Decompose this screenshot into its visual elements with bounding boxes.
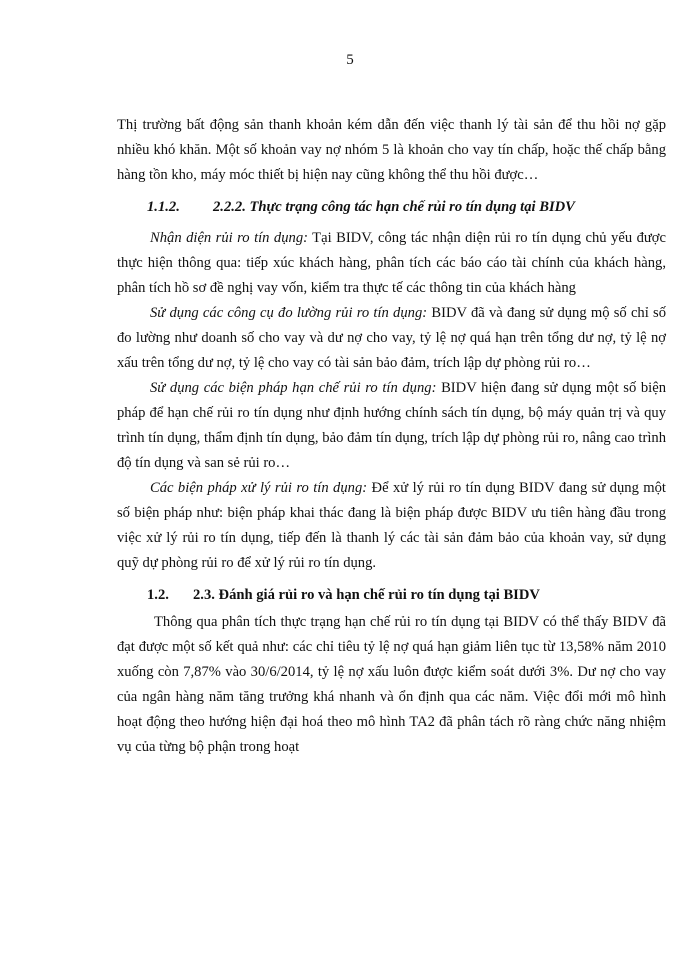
paragraph-risk-handling [117,476,666,576]
paragraph-lead: Nhận diện rủi ro tín dụng: [150,230,308,246]
document-body [117,113,666,760]
paragraph-risk-measurement [117,301,666,376]
section-heading-2-2-2 [117,194,666,220]
paragraph-intro: Thị trường bất động sản thanh khoản kém dẫn đến việc thanh lý tài sản để thu hồi nợ gặp nhiều khó khăn. Một số khoản vay nợ nhóm 5 là khoản cho vay tín chấp, hoặc thế chấp bằng hàng tồn kho, máy móc thiết bị hiện nay cũng không thể thu hồi được… [117,117,666,183]
paragraph-risk-identification [117,226,666,301]
paragraph-text: Để xử lý rủi ro tín dụng BIDV đang sử dụng một số biện pháp như: biện pháp khai thác đang là biện pháp được BIDV ưu tiên hàng đầu trong việc xử lý rủi ro tín dụng, tiếp đến là thanh lý các tài sản đảm bảo của khoản vay, sử dụng quỹ dự phòng rủi ro để xử lý rủi ro tín dụng. [117,480,666,571]
paragraph-lead: Sử dụng các biện pháp hạn chế rủi ro tín dụng: [150,380,437,396]
section-number: 1.1.2. [147,199,180,215]
paragraph-risk-limitation [117,376,666,476]
paragraph-text: BIDV đã và đang sử dụng mộ số chỉ số đo lường như doanh số cho vay và dư nợ cho vay, tỷ lệ nợ quá hạn trên tổng dư nợ, tỷ lệ nợ xấu trên tổng dư nợ, tỷ lệ cho vay có tài sản bảo đảm, trích lập dự phòng rủi ro… [117,305,666,371]
paragraph-text: Tại BIDV, công tác nhận diện rủi ro tín dụng chủ yếu được thực hiện thông qua: tiếp xúc khách hàng, phân tích các báo cáo tài chính của khách hàng, phân tích hồ sơ đề nghị vay vốn, kiểm tra thực tế các thông tin của khách hàng [117,230,666,296]
section-number: 1.2. [147,587,169,603]
page-number: 5 [346,52,354,68]
paragraph-text: BIDV hiện đang sử dụng một số biện pháp để hạn chế rủi ro tín dụng như định hướng chính sách tín dụng, bộ máy quản trị và quy trình tín dụng, thẩm định tín dụng, bảo đảm tín dụng, trích lập dự phòng rủi ro, nâng cao trình độ tín dụng và san sẻ rủi ro… [117,380,667,471]
paragraph-lead: Sử dụng các công cụ đo lường rủi ro tín dụng: [150,305,428,321]
section-title: 2.2.2. Thực trạng công tác hạn chế rủi ro tín dụng tại BIDV [213,199,575,215]
section-heading-2-3 [117,582,666,608]
section-title: 2.3. Đánh giá rủi ro và hạn chế rủi ro tín dụng tại BIDV [193,587,540,603]
paragraph-evaluation: Thông qua phân tích thực trạng hạn chế rủi ro tín dụng tại BIDV có thể thấy BIDV đã đạt được một số kết quả như: các chỉ tiêu tỷ lệ nợ quá hạn giảm liên tục từ 13,58% năm 2010 xuống còn 7,87% vào 30/6/2014, tỷ lệ nợ xấu luôn được kiểm soát dưới 3%. Dư nợ cho vay của ngân hàng năm tăng trưởng khá nhanh và ổn định qua các năm. Việc đổi mới mô hình hoạt động theo hướng hiện đại hoá theo mô hình TA2 đã phân tách rõ ràng chức năng nhiệm vụ của từng bộ phận trong hoạt [117,614,666,755]
paragraph-lead: Các biện pháp xử lý rủi ro tín dụng: [150,480,368,496]
